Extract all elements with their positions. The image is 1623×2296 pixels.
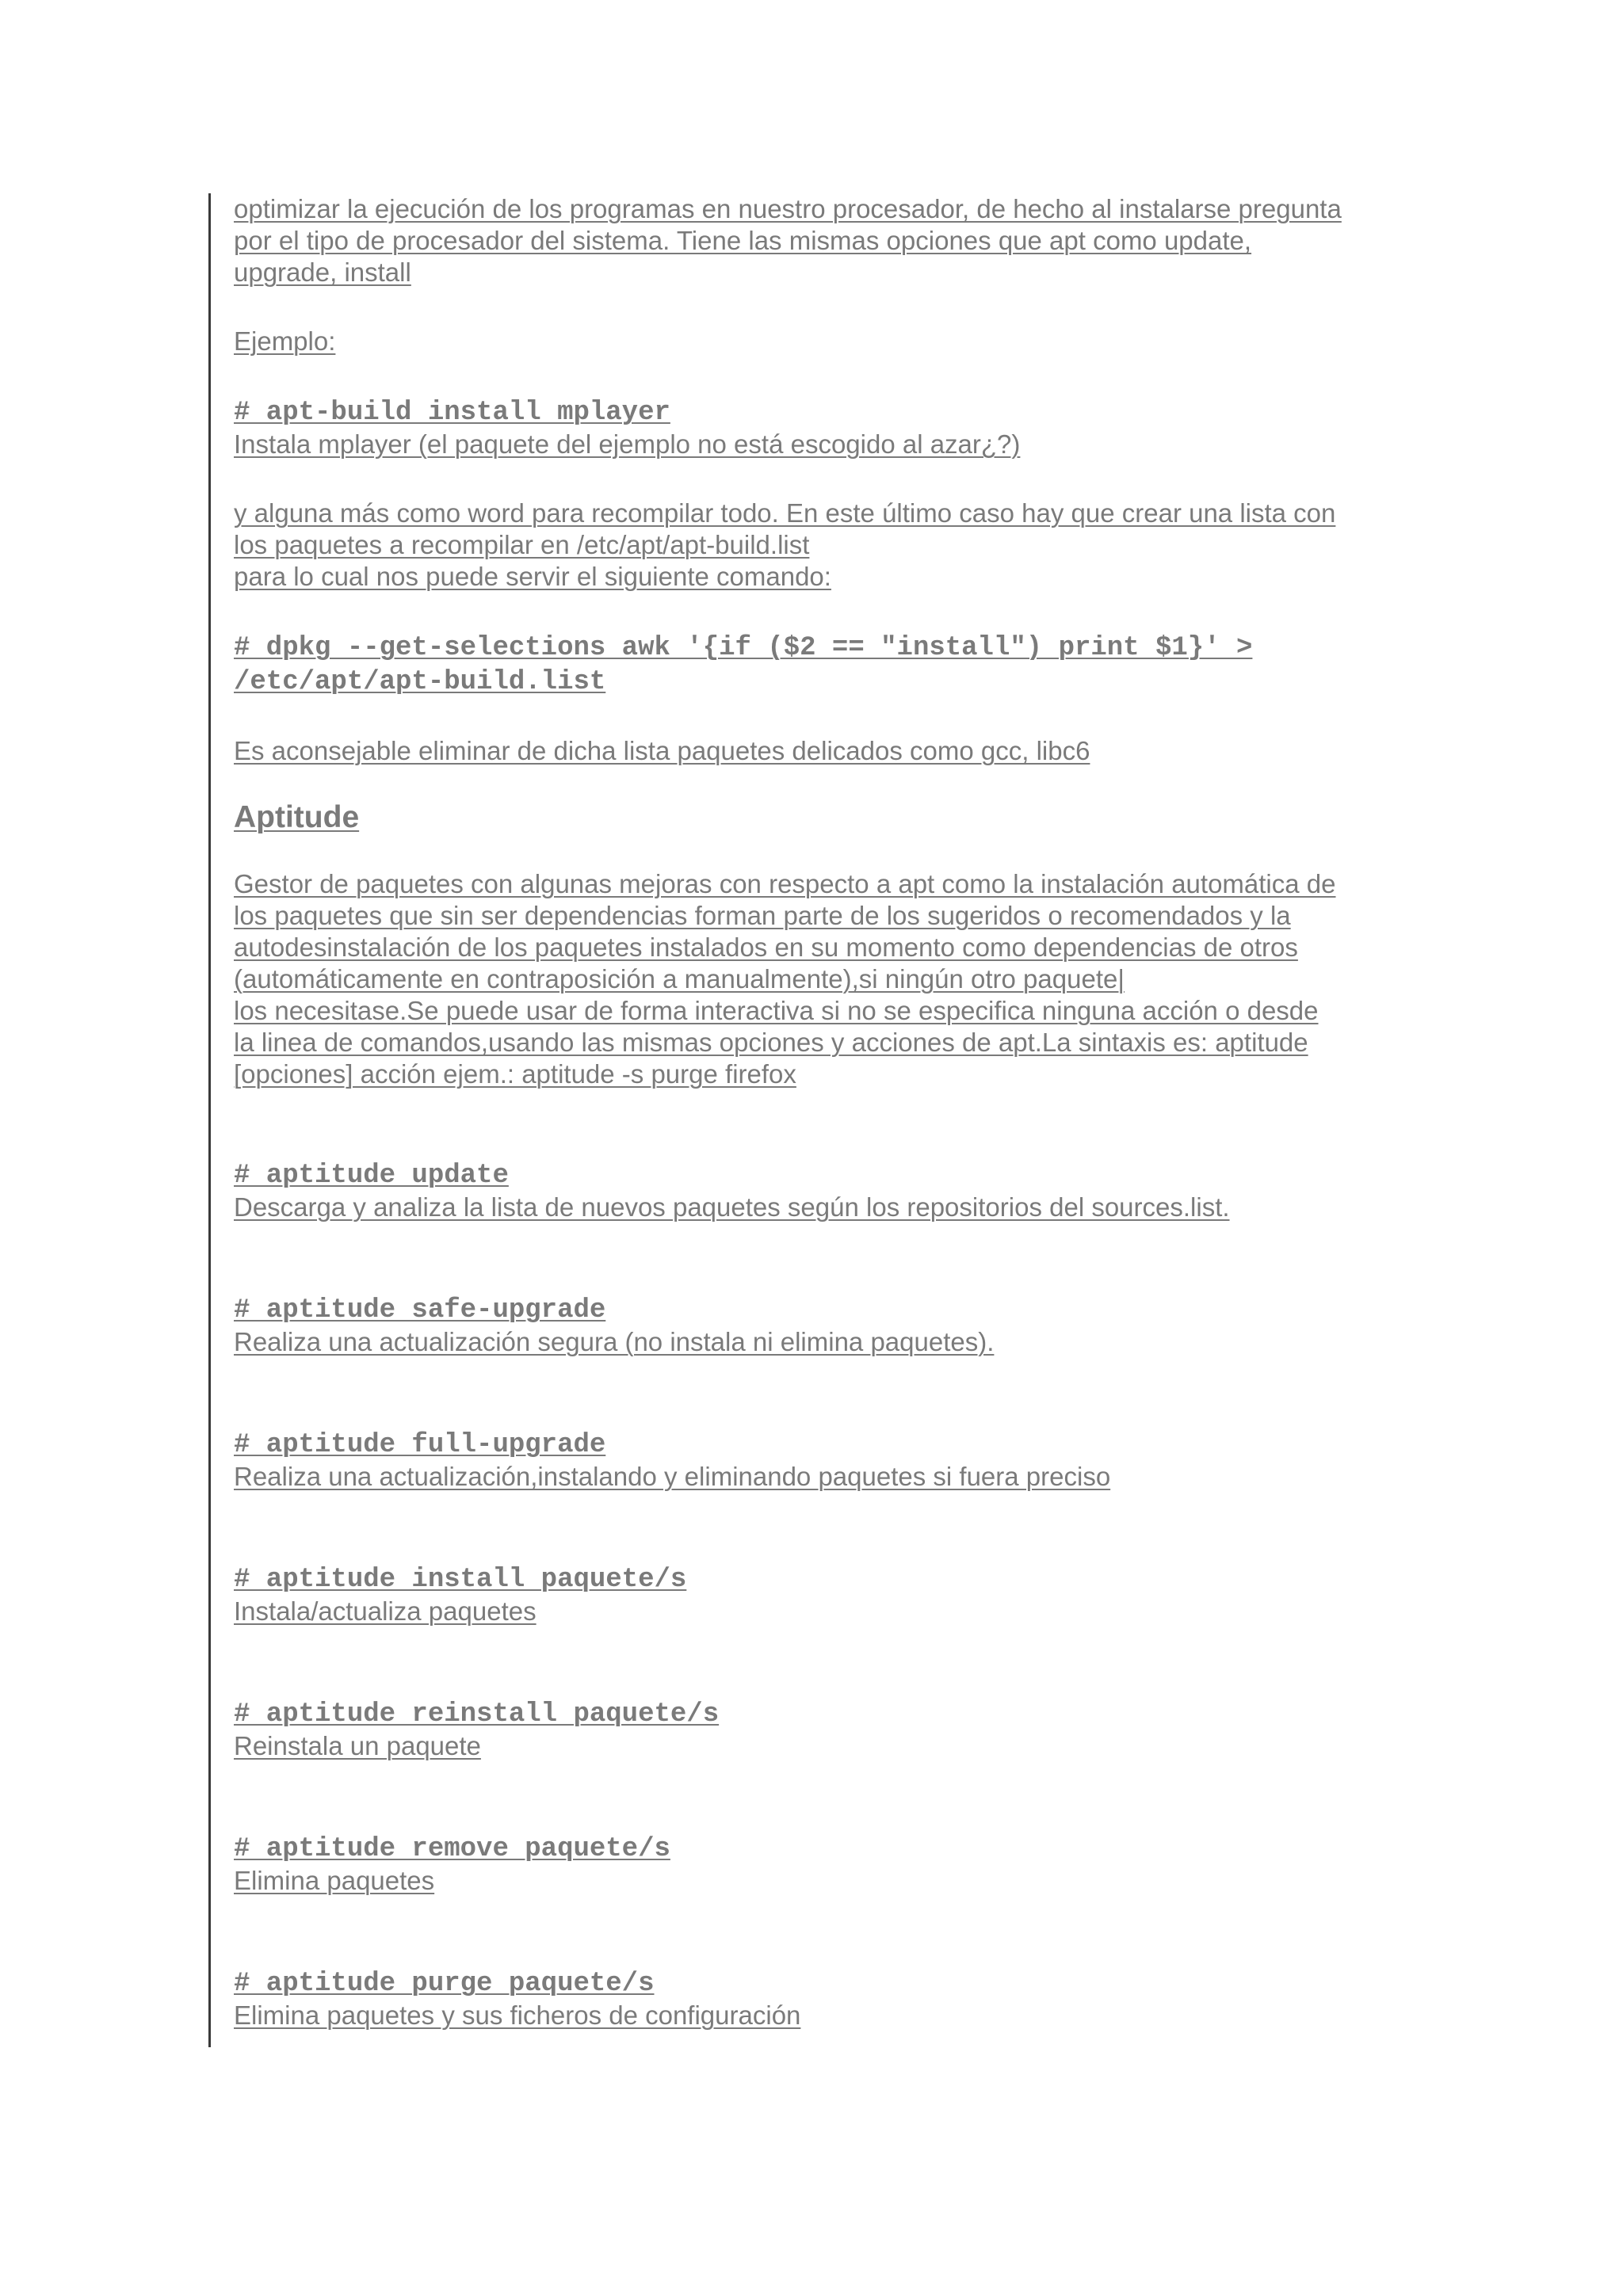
- command-aptitude-install: # aptitude install paquete/s Instala/actualiza paquetes: [234, 1565, 687, 1626]
- command-aptitude-update: # aptitude update Descarga y analiza la lista de nuevos paquetes según los repositorios del sources.list.: [234, 1161, 1230, 1222]
- apt-build-description: Instala mplayer (el paquete del ejemplo no está escogido al azar¿?): [234, 429, 1021, 459]
- intro-line: upgrade, install: [234, 257, 411, 287]
- aptitude-desc-line: los paquetes que sin ser dependencias forman parte de los sugeridos o recomendados y la: [234, 901, 1291, 930]
- dpkg-command-line: /etc/apt/apt-build.list: [234, 667, 606, 697]
- document-body: [234, 193, 1423, 2031]
- intro-line: por el tipo de procesador del sistema. Tiene las mismas opciones que apt como update,: [234, 226, 1252, 255]
- aptitude-heading: Aptitude: [234, 800, 360, 834]
- intro-line: optimizar la ejecución de los programas en nuestro procesador, de hecho al instalarse pregunta: [234, 194, 1342, 223]
- aptitude-desc-line: [opciones] acción ejem.: aptitude -s purge firefox: [234, 1059, 796, 1089]
- example-label: Ejemplo:: [234, 326, 336, 356]
- advice-paragraph: Es aconsejable eliminar de dicha lista paquetes delicados como gcc, libc6: [234, 736, 1090, 765]
- aptitude-description: [234, 868, 1423, 1090]
- command-aptitude-safe-upgrade: # aptitude safe-upgrade Realiza una actualización segura (no instala ni elimina paquetes).: [234, 1295, 995, 1356]
- aptitude-desc-line: (automáticamente en contraposición a manualmente),si ningún otro paquete|: [234, 964, 1125, 994]
- aptitude-desc-line: la linea de comandos,usando las mismas opciones y acciones de apt.La sintaxis es: aptitude: [234, 1028, 1308, 1057]
- command-aptitude-purge: # aptitude purge paquete/s Elimina paquetes y sus ficheros de configuración: [234, 1969, 801, 2030]
- aptitude-desc-line: los necesitase.Se puede usar de forma interactiva si no se especifica ninguna acción o desde: [234, 996, 1319, 1025]
- command-aptitude-remove: # aptitude remove paquete/s Elimina paquetes: [234, 1834, 670, 1895]
- word-line: y alguna más como word para recompilar todo. En este último caso hay que crear una lista con: [234, 498, 1336, 528]
- dpkg-command-line: # dpkg --get-selections awk '{if ($2 == "install") print $1}' >: [234, 633, 1253, 663]
- command-aptitude-full-upgrade: # aptitude full-upgrade Realiza una actualización,instalando y eliminando paquetes si fuera preciso: [234, 1430, 1111, 1491]
- command-aptitude-reinstall: # aptitude reinstall paquete/s Reinstala un paquete: [234, 1699, 720, 1760]
- dpkg-command: [234, 630, 1423, 698]
- word-paragraph: [234, 498, 1423, 593]
- word-line: los paquetes a recompilar en /etc/apt/apt-build.list: [234, 530, 810, 559]
- aptitude-desc-line: autodesinstalación de los paquetes instalados en su momento como dependencias de otros: [234, 933, 1298, 962]
- intro-paragraph: [234, 193, 1423, 288]
- word-line: para lo cual nos puede servir el siguiente comando:: [234, 562, 831, 591]
- aptitude-desc-line: Gestor de paquetes con algunas mejoras con respecto a apt como la instalación automática de: [234, 869, 1336, 898]
- apt-build-command: # apt-build install mplayer: [234, 398, 670, 428]
- revision-change-bar: [208, 193, 211, 2047]
